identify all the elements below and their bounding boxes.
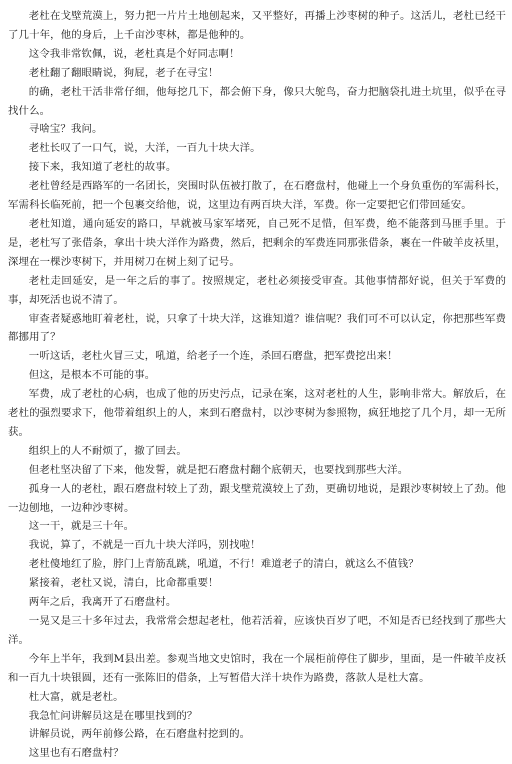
story-paragraph: 接下来，我知道了老杜的故事。	[28, 161, 177, 174]
story-paragraph: 我说，算了，不就是一百九十块大洋吗，别找啦！	[28, 539, 261, 552]
story-paragraph: 老杜傻地红了脸，脖门上青筋乱跳，吼道，不行！难道老子的清白，就这么不值钱？	[28, 558, 419, 571]
story-paragraph: 这令我非常钦佩，说，老杜真是个好同志啊！	[28, 47, 240, 60]
story-paragraph: 我急忙问讲解员这是在哪里找到的？	[28, 709, 198, 722]
story-paragraph: 寻啥宝？我问。	[28, 123, 103, 136]
story-paragraph: 审查者疑惑地盯着老杜，说，只拿了十块大洋，这谁知道？谁信呢？我们可不可以认定，你把那些军费都挪用了？	[8, 312, 506, 344]
story-paragraph: 这一干，就是三十年。	[28, 520, 135, 533]
story-paragraph: 老杜走回延安，是一年之后的事了。按照规定，老杜必须接受审查。其他事情都好说，但关于军费的事，却死活也说不清了。	[8, 274, 506, 306]
story-paragraph: 组织上的人不耐烦了，撤了回去。	[28, 444, 187, 457]
story-paragraph: 一听这话，老杜火冒三丈，吼道，给老子一个连，杀回石磨盘，把军费挖出来！	[28, 350, 398, 363]
story-paragraph: 一晃又是三十多年过去，我常常会想起老杜，他若活着，应该快百岁了吧，不知是否已经找到了那些大洋。	[8, 615, 506, 646]
story-paragraph: 杜大富，就是老杜。	[28, 690, 124, 703]
story-paragraph: 但这，是根本不可能的事。	[28, 369, 156, 382]
story-paragraph: 老杜曾经是西路军的一名团长，突围时队伍被打散了，在石磨盘村，他碰上一个身负重伤的军需科长，军需科长临死前，把一个包裹交给他，说，这里边有两百块大洋，军费。你一定要把它们带回延安。	[8, 180, 506, 212]
story-paragraph: 但老杜坚决留了下来，他发誓，就是把石磨盘村翻个底朝天，也要找到那些大洋。	[28, 463, 409, 476]
story-paragraph: 的确，老杜干活非常仔细，他每挖几下，都会俯下身，像只大鸵鸟，奋力把脑袋扎进土坑里，似乎在寻找什么。	[8, 85, 506, 117]
story-body	[8, 7, 506, 763]
story-paragraph: 两年之后，我离开了石磨盘村。	[28, 596, 177, 609]
story-paragraph: 今年上半年，我到M县出差。参观当地文史馆时，我在一个展柜前停住了脚步，里面，是一件破羊皮袄和一百九十块银圆，还有一张陈旧的借条，上写暂借大洋十块作为路费，落款人是杜大富。	[8, 652, 506, 684]
story-paragraph: 老杜知道，通向延安的路口，早就被马家军堵死，自己死不足惜，但军费，绝不能落到马匪手里。于是，老杜写了张借条，拿出十块大洋作为路费，然后，把剩余的军费连同那张借条，裹在一件破羊皮袄里，深埋在一棵沙枣树下，并用树刀在树上刻了记号。	[8, 217, 506, 268]
story-paragraph: 老杜翻了翻眼睛说，狗屁，老子在寻宝！	[28, 66, 219, 79]
story-paragraph: 紧接着，老杜又说，清白，比命都重要！	[28, 577, 219, 590]
story-paragraph: 讲解员说，两年前修公路，在石磨盘村挖到的。	[28, 728, 251, 741]
story-paragraph: 军费，成了老杜的心病，也成了他的历史污点，记录在案，这对老杜的人生，影响非常大。解放后，在老杜的强烈要求下，他带着组织上的人，来到石磨盘村，以沙枣树为参照物，疯狂地挖了几个月，却一无所获。	[8, 388, 506, 438]
story-paragraph: 老杜在戈壁荒漠上，努力把一片片土地刨起来，又平整好，再播上沙枣树的种子。这活儿，老杜已经干了几十年，他的身后，上千亩沙枣林，都是他种的。	[8, 10, 506, 41]
story-paragraph: 孤身一人的老杜，跟石磨盘村较上了劲，跟戈壁荒漠较上了劲，更确切地说，是跟沙枣树较上了劲。他一边刨地，一边种沙枣树。	[8, 482, 506, 514]
story-paragraph: 这里也有石磨盘村？	[28, 747, 124, 760]
story-paragraph: 老杜长叹了一口气，说，大洋，一百九十块大洋。	[28, 142, 261, 155]
